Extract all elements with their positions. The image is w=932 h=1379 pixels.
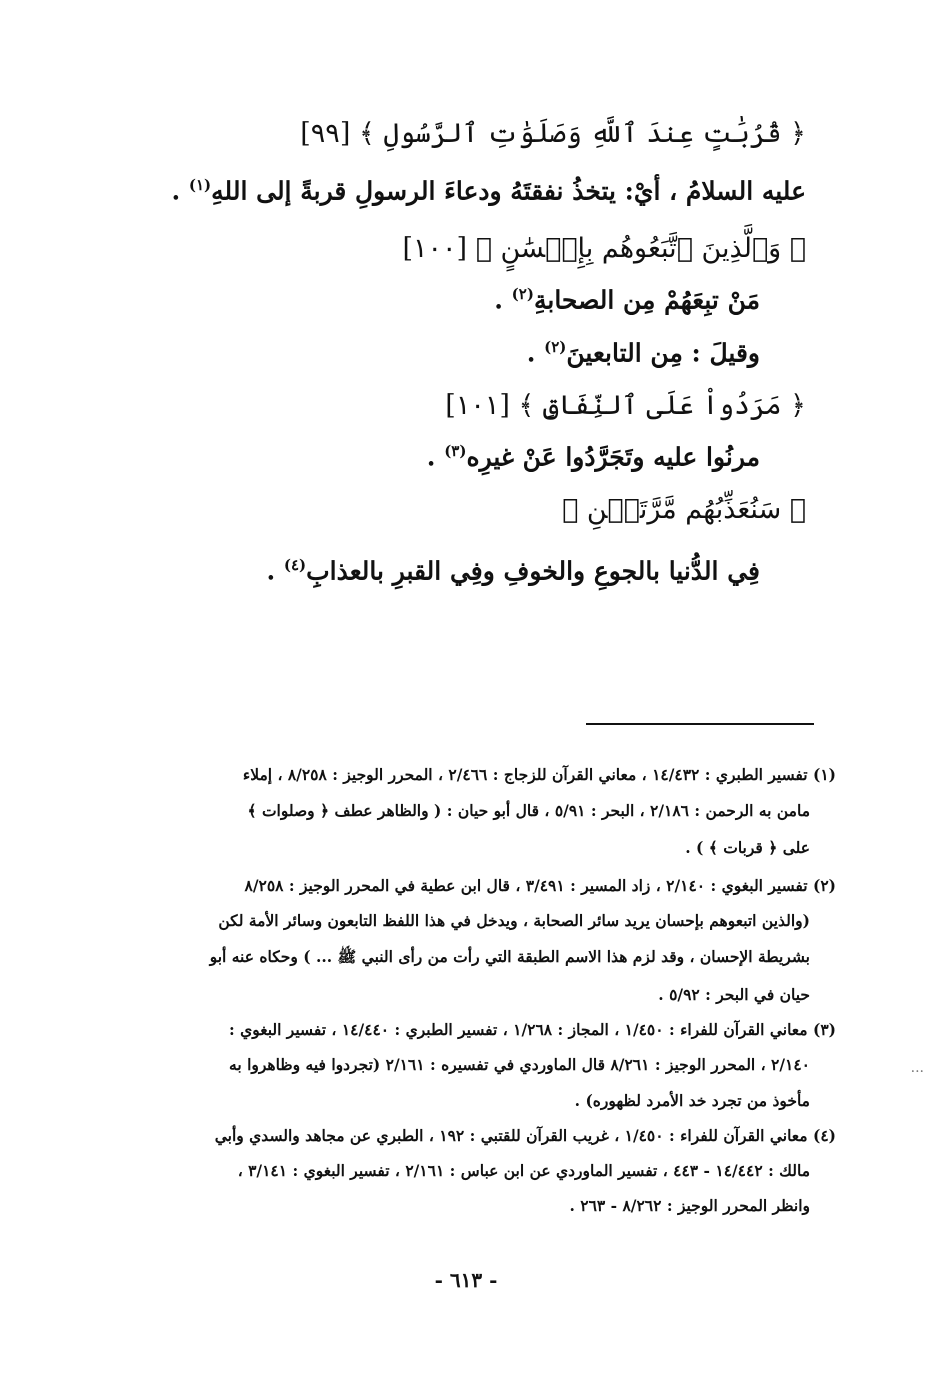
verse-number: [١٠١] xyxy=(445,390,510,421)
quran-verse-100 xyxy=(402,233,806,264)
quran-verse-99 xyxy=(300,118,806,149)
footnote-ref: (٣) xyxy=(444,442,467,460)
gloss-text: مَنْ تبِعَهُمْ مِن الصحابةِ xyxy=(533,285,760,315)
gloss-line xyxy=(527,338,760,367)
gloss-line xyxy=(494,285,760,314)
gloss-end: . xyxy=(426,442,445,472)
gloss-line xyxy=(171,176,806,205)
footnote-line: مالك : ١٤/٤٤٢ - ٤٤٣ ، تفسير الماوردي عن ابن عباس : ٢/١٦١ ، تفسير البغوي : ٣/١٤١ ، xyxy=(237,1161,810,1180)
footnote-line: (٣) معاني القرآن للفراء : ١/٤٥٠ ، المجاز : ١/٢٦٨ ، تفسير الطبري : ١٤/٤٤٠ ، تفسير البغوي : xyxy=(228,1020,836,1039)
gloss-text: عليه السلامُ ، أيْ: يتخذُ نفقتَهُ ودعاءَ الرسولِ قربةً إلى اللهِ xyxy=(211,176,806,206)
margin-mark: ... xyxy=(910,1060,924,1076)
page-number: - ٦١٣ - xyxy=(434,1268,498,1292)
footnote-ref: (٢) xyxy=(511,285,534,303)
footnote-line: على ﴿ قربات ﴾ ) . xyxy=(685,838,810,857)
ornate-bracket-open: ﴿ xyxy=(790,118,806,149)
footnote-line: (٤) معاني القرآن للفراء : ١/٤٥٠ ، غريب القرآن للقتبي : ١٩٢ ، الطبري عن مجاهد والسدي وأبي xyxy=(214,1126,836,1145)
footnote-line: حيان في البحر : ٥/٩٢ . xyxy=(658,985,810,1004)
footnote-line: (١) تفسير الطبري : ١٤/٤٣٢ ، معاني القرآن للزجاج : ٢/٤٦٦ ، المحرر الوجيز : ٨/٢٥٨ ، إملاء xyxy=(242,765,836,784)
gloss-end: . xyxy=(171,176,189,206)
ornate-bracket-open: ﴿ xyxy=(789,494,806,525)
verse-text: سَنُعَذِّبُهُم مَّرَّتَيۡنِ xyxy=(586,494,782,525)
ornate-bracket-close: ﴾ xyxy=(475,233,492,264)
gloss-end: . xyxy=(266,556,284,586)
gloss-end: . xyxy=(526,338,545,368)
ornate-bracket-close: ﴾ xyxy=(358,118,375,149)
footnote-line: (والذين اتبعوهم بإحسان يريد سائر الصحابة ، ويدخل في هذا اللفظ التابعون وسائر الأمة لكن xyxy=(218,911,810,930)
verse-number: [١٠٠] xyxy=(402,233,468,264)
ornate-bracket-open: ﴿ xyxy=(789,233,806,264)
footnote-line: مأخوذ من تجرد خد الأمرد لظهوره) . xyxy=(574,1091,810,1110)
gloss-end: . xyxy=(494,285,512,315)
gloss-text: فِي الدُّنيا بالجوعِ والخوفِ وفِي القبرِ بالعذابِ xyxy=(306,556,760,586)
footnote-ref: (٢) xyxy=(544,338,567,356)
verse-number: [٩٩] xyxy=(300,118,351,149)
footnote-line: بشريطة الإحسان ، وقد لزم هذا الاسم الطبقة التي رأت من رأى النبي ﷺ ... ) وحكاه عنه أبو xyxy=(209,947,810,966)
ornate-bracket-close: ﴾ xyxy=(518,390,535,421)
gloss-text: وقيلَ : مِن التابعينَ xyxy=(566,338,760,368)
verse-text: مَرَدُواْ عَلَى ٱلنِّفَاقِ xyxy=(542,390,782,421)
footnote-line: وانظر المحرر الوجيز : ٨/٢٦٢ - ٢٦٣ . xyxy=(569,1196,810,1215)
footnote-line: مامن به الرحمن : ٢/١٨٦ ، البحر : ٥/٩١ ، قال أبو حيان : ( والظاهر عطف ﴿ وصلوات ﴾ xyxy=(247,801,810,820)
gloss-line xyxy=(427,442,760,471)
gloss-text: مرنُوا عليه وتَجَرَّدُوا عَنْ غيرِه xyxy=(466,442,760,472)
footnote-ref: (٤) xyxy=(283,556,307,574)
ornate-bracket-close: ﴾ xyxy=(562,494,579,525)
ornate-bracket-open: ﴿ xyxy=(790,390,806,421)
verse-text: قُرُبَٰتٍ عِندَ ٱللَّهِ وَصَلَوَٰتِ ٱلرَّسُولِ xyxy=(383,118,782,149)
quran-verse-101 xyxy=(445,390,806,421)
footnote-ref: (١) xyxy=(188,176,212,194)
footnote-line: (٢) تفسير البغوي : ٢/١٤٠ ، زاد المسير : ٣/٤٩١ ، قال ابن عطية في المحرر الوجيز : ٨/٢٥٨ xyxy=(244,876,836,895)
quran-verse-101-cont xyxy=(562,494,806,525)
gloss-line xyxy=(266,556,760,585)
verse-text: وَٱلَّذِينَ ٱتَّبَعُوهُم بِإِحۡسَٰنٍ xyxy=(500,233,782,264)
footnote-separator xyxy=(586,723,814,725)
footnote-line: ٢/١٤٠ ، المحرر الوجيز : ٨/٢٦١ قال الماوردي في تفسيره : ٢/١٦١ (تجردوا فيه وظاهروا به xyxy=(229,1055,810,1074)
